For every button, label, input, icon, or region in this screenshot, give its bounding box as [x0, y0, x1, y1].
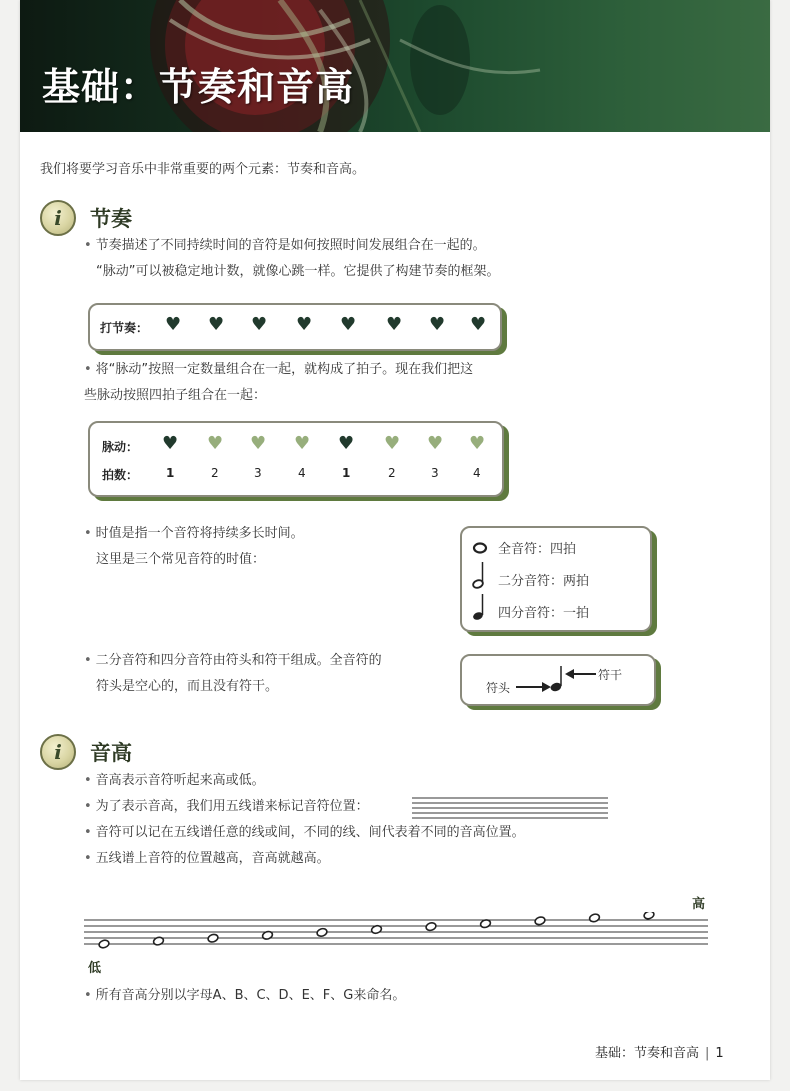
- pulse-beats-box: [88, 421, 504, 497]
- pitch-bullet-2: 为了表示音高，我们用五线谱来标记音符位置：: [95, 799, 369, 814]
- pitch-last-bullet: • 所有音高分别以字母A、B、C、D、E、F、G来命名。: [84, 988, 406, 1003]
- heart-icon: ♥: [251, 314, 268, 335]
- rhythm-title: 节奏: [90, 207, 132, 231]
- rhythm-paragraph-2: • 将“脉动”按照一定数量组合在一起，就构成了拍子。现在我们把这 些脉动按照四拍子组合在一起：: [84, 357, 473, 409]
- info-icon: i: [40, 200, 76, 236]
- arrow-right-icon: [516, 682, 551, 692]
- high-label: 高: [692, 897, 706, 912]
- rhythm-heading: [40, 200, 132, 236]
- heart-icon: ♥: [162, 433, 179, 454]
- tap-rhythm-box: [88, 303, 502, 351]
- pitch-title: 音高: [90, 741, 132, 765]
- rhythm-paragraph-3: • 时值是指一个音符将持续多长时间。 这里是三个常见音符的时值：: [84, 521, 304, 573]
- heart-icon: ♥: [469, 433, 486, 454]
- rhythm-p2-line2: 些脉动按照四拍子组合在一起：: [84, 388, 267, 403]
- arrow-left-icon: [565, 669, 596, 679]
- whole-note-icon: [643, 912, 655, 920]
- pitch-bullet-3: 音符可以记在五线谱任意的线或间，不同的线、间代表着不同的音高位置。: [95, 825, 525, 840]
- whole-note-label: 全音符：四拍: [498, 542, 577, 557]
- pitch-staff: [84, 912, 710, 952]
- beat-number: 4: [473, 466, 481, 480]
- beat-number: 1: [166, 466, 175, 480]
- rhythm-paragraph-1: • 节奏描述了不同持续时间的音符是如何按照时间发展组合在一起的。 “脉动”可以被稳定地计数，就像心跳一样。它提供了构建节奏的框架。: [84, 233, 499, 285]
- notehead-label: 符头: [486, 681, 511, 695]
- beat-number: 2: [211, 466, 219, 480]
- rhythm-p2-line1: 将“脉动”按照一定数量组合在一起，就构成了拍子。现在我们把这: [95, 362, 474, 377]
- rhythm-p1-line2: “脉动”可以被稳定地计数，就像心跳一样。它提供了构建节奏的框架。: [96, 264, 500, 279]
- whole-note-icon: [316, 927, 328, 937]
- quarter-note-icon: [472, 594, 484, 621]
- page-number: 1: [715, 1046, 724, 1061]
- note-values-box: [460, 526, 652, 632]
- rhythm-p1-line1: 节奏描述了不同持续时间的音符是如何按照时间发展组合在一起的。: [95, 238, 486, 253]
- half-note-icon: [472, 562, 484, 589]
- rhythm-p4-line2: 符头是空心的，而且没有符干。: [96, 679, 279, 694]
- page: [20, 0, 770, 1080]
- heart-icon: ♥: [429, 314, 446, 335]
- footer-title: 基础：节奏和音高: [595, 1046, 700, 1061]
- note-anatomy-box: [460, 654, 656, 706]
- heart-icon: ♥: [294, 433, 311, 454]
- pitch-bullet-5: 所有音高分别以字母A、B、C、D、E、F、G来命名。: [95, 988, 406, 1003]
- pitch-heading: [40, 734, 132, 770]
- rhythm-p4-line1: 二分音符和四分音符由符头和符干组成。全音符的: [95, 653, 382, 668]
- pulse-label: 脉动：: [102, 440, 139, 454]
- quarter-note-icon: [549, 666, 562, 693]
- note-icons: [470, 536, 492, 626]
- pitch-bullets: • 音高表示音符听起来高或低。 • 为了表示音高，我们用五线谱来标记音符位置： • 音符可以记在五线谱任意的线或间，不同的线、间代表着不同的音高位置。 • 五线谱上音符的位置越高，音高就越高。: [84, 773, 525, 866]
- heart-icon: ♥: [250, 433, 267, 454]
- beat-number: 3: [254, 466, 262, 480]
- beat-number: 1: [342, 466, 351, 480]
- heart-icon: ♥: [427, 433, 444, 454]
- whole-note-icon: [98, 939, 110, 949]
- whole-note-icon: [534, 916, 546, 926]
- rhythm-p3-line2: 这里是三个常见音符的时值：: [96, 552, 266, 567]
- pitch-bullet-4: 五线谱上音符的位置越高，音高就越高。: [95, 851, 330, 866]
- page-footer: 基础：节奏和音高 | 1: [595, 1046, 724, 1061]
- rhythm-paragraph-4: • 二分音符和四分音符由符头和符干组成。全音符的 符头是空心的，而且没有符干。: [84, 648, 382, 700]
- whole-note-icon: [474, 544, 486, 553]
- low-label: 低: [88, 961, 102, 976]
- heart-icon: ♥: [207, 433, 224, 454]
- heart-icon: ♥: [296, 314, 313, 335]
- stem-label: 符干: [598, 668, 623, 682]
- half-note-label: 二分音符：两拍: [498, 574, 590, 589]
- whole-note-icon: [589, 913, 601, 923]
- heart-icon: ♥: [165, 314, 182, 335]
- quarter-note-label: 四分音符：一拍: [498, 606, 590, 621]
- page-title: 基础：节奏和音高: [42, 65, 355, 109]
- beat-number: 4: [298, 466, 306, 480]
- info-icon: i: [40, 734, 76, 770]
- beat-number: 2: [388, 466, 396, 480]
- heart-icon: ♥: [386, 314, 403, 335]
- heart-icon: ♥: [340, 314, 357, 335]
- whole-note-icon: [207, 933, 219, 943]
- staff-notes: [98, 912, 655, 949]
- heart-icon: ♥: [208, 314, 225, 335]
- header-banner: [20, 0, 770, 132]
- heart-icon: ♥: [384, 433, 401, 454]
- beat-number: 3: [431, 466, 439, 480]
- beats-label: 拍数：: [102, 468, 139, 482]
- rhythm-p3-line1: 时值是指一个音符将持续多长时间。: [95, 526, 304, 541]
- heart-icon: ♥: [338, 433, 355, 454]
- intro-text: 我们将要学习音乐中非常重要的两个元素：节奏和音高。: [40, 162, 366, 177]
- note-anatomy-diagram: [514, 660, 604, 700]
- pitch-bullet-1: 音高表示音符听起来高或低。: [95, 773, 265, 788]
- tap-label: 打节奏：: [100, 321, 149, 335]
- heart-icon: ♥: [470, 314, 487, 335]
- small-staff: [412, 796, 612, 822]
- whole-note-icon: [425, 922, 437, 932]
